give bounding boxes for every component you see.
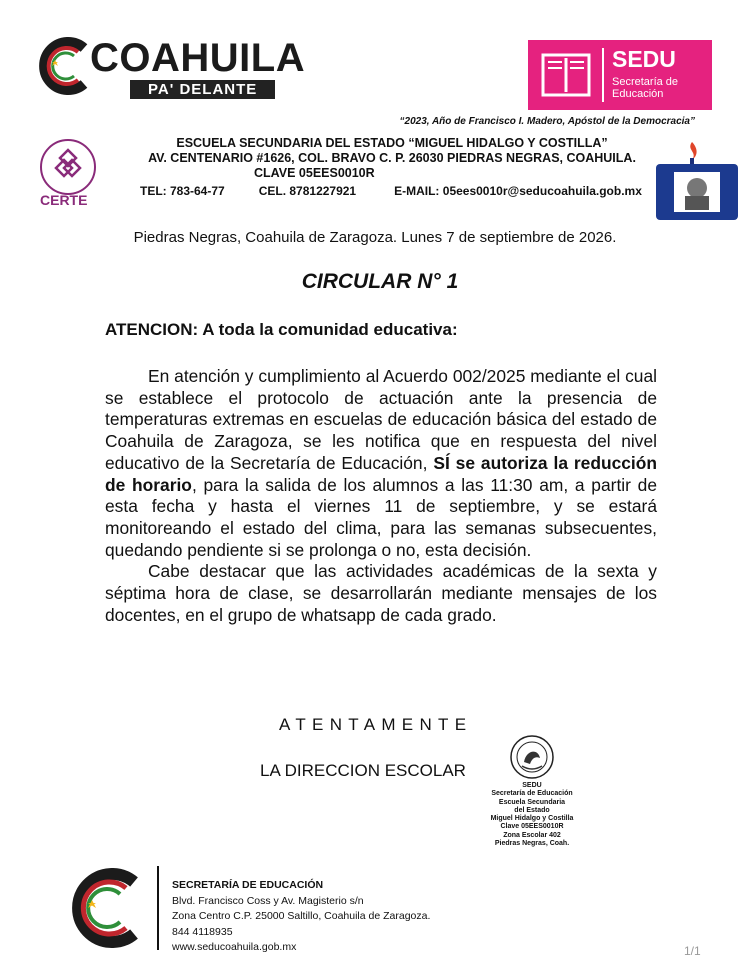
footer-title: SECRETARÍA DE EDUCACIÓN: [172, 879, 324, 891]
sedu-sub-line2: Educación: [612, 88, 664, 100]
sedu-subtitle: [612, 76, 678, 100]
certe-emblem-icon: [36, 138, 100, 196]
stamp-text: [484, 782, 580, 848]
footer-divider: [157, 866, 159, 950]
signature-line: LA DIRECCION ESCOLAR: [260, 761, 466, 780]
stamp-line: SEDU: [522, 782, 542, 789]
coahuila-c-icon: [38, 36, 94, 96]
school-name: ESCUELA SECUNDARIA DEL ESTADO “MIGUEL HIDALGO Y COSTILLA”: [176, 136, 608, 150]
stamp-line: Piedras Negras, Coah.: [494, 840, 570, 848]
school-clave: CLAVE 05EES0010R: [254, 166, 375, 180]
coahuila-logo: [38, 36, 306, 106]
paragraph-1-text-b: , para la salida de los alumnos a las 11:30 am, a partir de esta fecha y hasta el viernes 11 de septiembre, y se estará monitoreando el estado del clima, para las semanas subsecuentes, quedando pendiente si se prolonga o no, esta decisión.: [105, 474, 657, 560]
stamp-line: Clave 05EES0010R: [500, 823, 564, 831]
official-stamp: [484, 734, 580, 858]
book-icon: [540, 52, 592, 98]
coahuila-slogan: PA' DELANTE: [130, 80, 275, 99]
footer-coahuila-logo: [68, 868, 154, 948]
paragraph-1-bold: SÍ se autoriza la reducción de horario: [105, 452, 657, 495]
eagle-seal-icon: [508, 734, 556, 780]
school-crest-icon: [652, 138, 742, 222]
sedu-divider: [602, 48, 604, 102]
stamp-line: Miguel Hidalgo y Costilla: [490, 815, 574, 823]
circular-title: CIRCULAR N° 1: [301, 270, 459, 293]
sedu-title: SEDU: [612, 46, 676, 72]
closing: ATENTAMENTE: [279, 715, 473, 734]
school-contacts: [140, 184, 642, 198]
school-info: [142, 136, 642, 181]
school-cel: CEL. 8781227921: [258, 184, 357, 198]
certe-seal: [28, 138, 108, 212]
page-number: 1/1: [684, 944, 701, 958]
paragraph-2: Cabe destacar que las actividades académicas de la sexta y séptima hora de clase, se desarrollarán mediante mensajes de los docentes, en el grupo de whatsapp de cada grado.: [105, 561, 657, 625]
stamp-line: Escuela Secundaria: [498, 798, 566, 806]
school-address: AV. CENTENARIO #1626, COL. BRAVO C. P. 26030 PIEDRAS NEGRAS, COAHUILA.: [148, 151, 636, 165]
coahuila-wordmark: COAHUILA: [90, 36, 306, 80]
footer-address-2: Zona Centro C.P. 25000 Saltillo, Coahuila de Zaragoza.: [172, 910, 431, 922]
year-motto: “2023, Año de Francisco I. Madero, Apóstol de la Democracia”: [399, 116, 695, 127]
footer-contact: [172, 878, 430, 956]
paragraph-1-text-a: En atención y cumplimiento al Acuerdo 002/2025 mediante el cual se establece el protocolo de actuación ante la presencia de temperaturas extremas en escuelas de educación básica del estado de Coahuila de Zaragoza, se les notifica que en respuesta del nivel educativo de la Secretaría de Educación,: [105, 366, 657, 473]
coahuila-c-icon: [68, 868, 154, 948]
school-email: E-MAIL: 05ees0010r@seducoahuila.gob.mx: [394, 184, 642, 198]
paragraph-1: [105, 366, 657, 561]
school-tel: TEL: 783-64-77: [140, 184, 225, 198]
footer-address-1: Blvd. Francisco Coss y Av. Magisterio s/n: [172, 894, 364, 907]
footer-phone: 844 4118935: [172, 925, 233, 938]
stamp-line: del Estado: [514, 806, 550, 814]
sedu-logo: [528, 40, 712, 110]
stamp-line: Secretaría de Educación: [491, 790, 573, 798]
footer-web: www.seducoahuila.gob.mx: [172, 941, 297, 953]
circular-body: [105, 366, 657, 626]
sedu-sub-line1: Secretaría de: [612, 76, 679, 88]
attention-line: ATENCION: A toda la comunidad educativa:: [105, 320, 458, 339]
stamp-line: Zona Escolar 402: [503, 831, 561, 839]
place-date: Piedras Negras, Coahuila de Zaragoza. Lunes 7 de septiembre de 2026.: [133, 229, 617, 246]
certe-label: CERTE: [40, 192, 88, 208]
school-seal: [652, 138, 742, 222]
